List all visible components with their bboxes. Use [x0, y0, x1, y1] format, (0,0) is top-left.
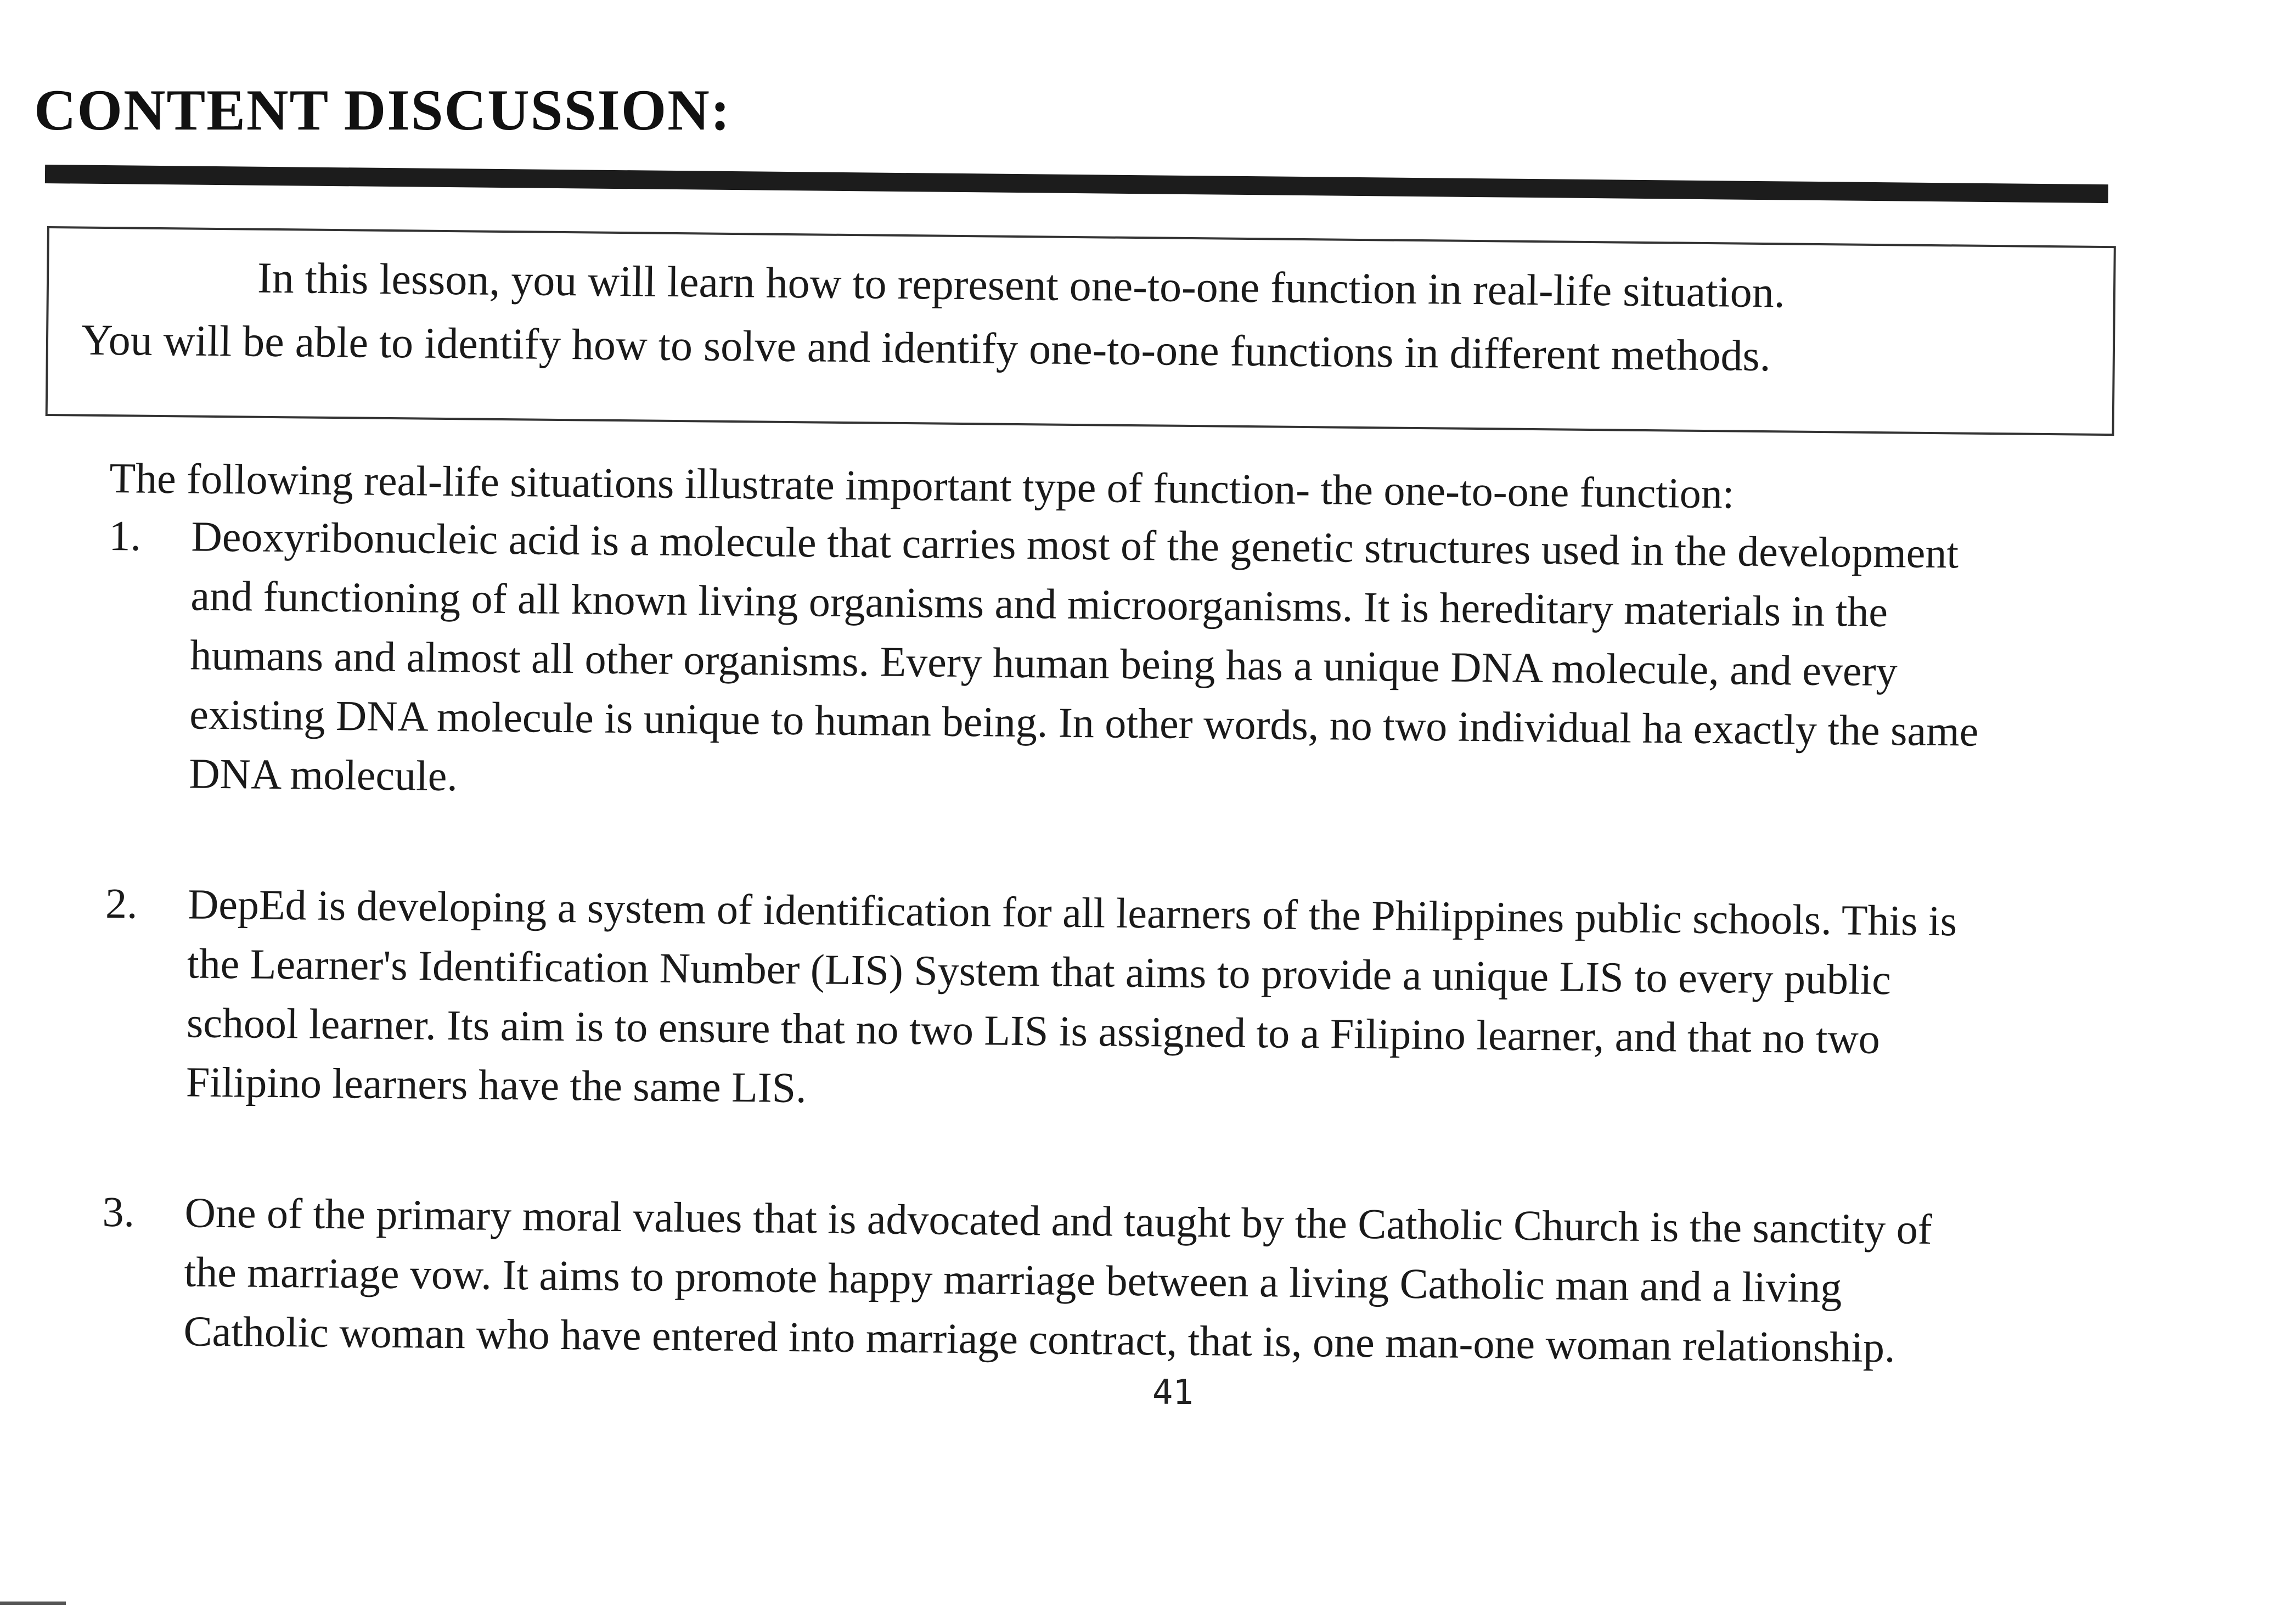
heading-divider — [45, 165, 2108, 203]
list-item-number: 2. — [105, 879, 138, 928]
list-item — [106, 506, 2260, 823]
intro-line-1: In this lesson, you will learn how to represent one-to-one function in real-life situation. — [257, 254, 1786, 317]
list-item-line: the Learner's Identification Number (LIS) System that aims to provide a unique LIS to every public — [187, 939, 1892, 1004]
list-item — [101, 1182, 2254, 1381]
list-item — [103, 874, 2256, 1132]
list-item-line: and functioning of all known living organisms and microorganisms. It is hereditary materials in the — [190, 571, 1888, 636]
list-item-line: the marriage vow. It aims to promote happy marriage between a living Catholic man and a living — [184, 1248, 1842, 1312]
section-heading: CONTENT DISCUSSION: — [34, 78, 731, 142]
list-item-line: Deoxyribonucleic acid is a molecule that carries most of the genetic structures used in the development — [191, 512, 1959, 577]
list-item-line: existing DNA molecule is unique to human being. In other words, no two individual ha exactly the same — [189, 690, 1979, 755]
list-item-line: Catholic woman who have entered into marriage contract, that is, one man-one woman relationship. — [183, 1307, 1895, 1372]
lead-paragraph: The following real-life situations illustrate important type of function- the one-to-one function: — [109, 453, 1735, 518]
list-item-line: humans and almost all other organisms. Every human being has a unique DNA molecule, and every — [190, 631, 1898, 695]
list-item-line: One of the primary moral values that is advocated and taught by the Catholic Church is the sanctity of — [184, 1188, 1933, 1253]
list-item-number: 3. — [102, 1187, 135, 1236]
list-item-number: 1. — [109, 511, 142, 560]
content-body — [101, 450, 2261, 1381]
list-item-line: DNA molecule. — [188, 749, 458, 800]
list-item-line: Filipino learners have the same LIS. — [185, 1058, 807, 1112]
page-edge-mark — [0, 1602, 66, 1605]
list-item-line: school learner. Its aim is to ensure that no two LIS is assigned to a Filipino learner, and that no two — [186, 998, 1881, 1063]
list-item-line: DepEd is developing a system of identification for all learners of the Philippines public schools. This is — [187, 880, 1957, 945]
intro-box — [46, 226, 2116, 436]
intro-line-2: You will be able to identify how to solve and identify one-to-one functions in different methods. — [81, 316, 1771, 381]
page-number: 41 — [1152, 1372, 1194, 1412]
